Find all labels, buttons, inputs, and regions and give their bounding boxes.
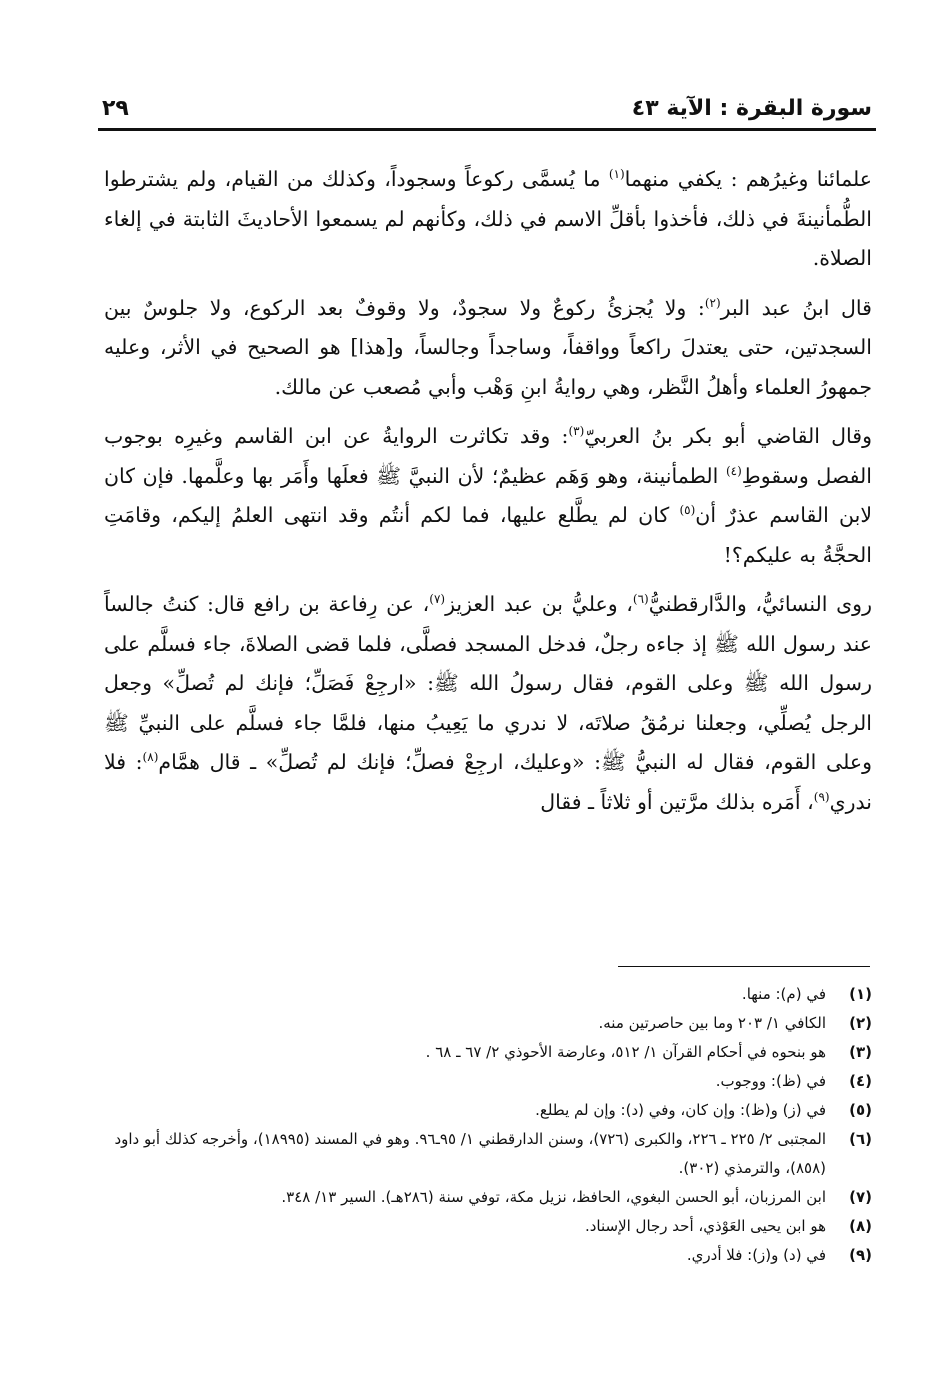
footnote-ref[interactable]: (٧) <box>429 592 446 607</box>
footnote-text: ابن المرزبان، أبو الحسن البغوي، الحافظ، نزيل مكة، توفي سنة (٢٨٦هـ). السير ١٣/ ٣٤٨. <box>281 1188 826 1206</box>
header-title: سورة البقرة : الآية ٤٣ <box>631 96 872 121</box>
footnote-number: (٦) <box>849 1130 872 1148</box>
text-run: ما يُسمَّى ركوعاً وسجوداً، وكذلك من القيام، ولم يشترطوا الطُّمأنينةَ في ذلك، فأخذوا بأقلِّ الاسم في ذلك، وكأنهم لم يسمعوا الأحاديثَ الثابتة في إلغاء الصلاة. <box>104 167 872 270</box>
footnote-ref[interactable]: (٦) <box>632 592 649 607</box>
footnote-number: (٧) <box>849 1188 872 1206</box>
footnote-text: في (ظ): ووجوب. <box>715 1072 826 1090</box>
main-text <box>104 160 872 832</box>
footnote-number: (٩) <box>849 1246 872 1264</box>
footnote-text: المجتبى ٢/ ٢٢٥ ـ ٢٢٦، والكبرى (٧٢٦)، وسنن الدارقطني ١/ ٩٥ـ٩٦. وهو في المسند (١٨٩٩٥)، وأخرجه كذلك أبو داود (٨٥٨)، والترمذي (٣٠٢). <box>114 1130 826 1177</box>
running-header <box>100 94 872 128</box>
footnote <box>100 1241 872 1270</box>
footnote-text: الكافي ١/ ٢٠٣ وما بين حاصرتين منه. <box>598 1014 826 1032</box>
footnote-text: في (ز) و(ظ): وإن كان، وفي (د): وإن لم يطلع. <box>535 1101 826 1119</box>
footnote-number: (١) <box>849 985 872 1003</box>
text-run: : فلا ندري <box>104 750 872 814</box>
footnote-ref[interactable]: (٨) <box>142 750 159 765</box>
footnote-text: في (د) و(ز): فلا أدري. <box>686 1246 826 1264</box>
footnote <box>100 1212 872 1241</box>
footnote <box>100 1067 872 1096</box>
footnote-ref[interactable]: (٤) <box>725 463 742 478</box>
footnote-number: (٨) <box>849 1217 872 1235</box>
header-rule <box>98 128 876 131</box>
paragraph <box>104 289 872 408</box>
footnote-separator <box>618 966 870 967</box>
text-run: : ولا يُجزئُ ركوعٌ ولا سجودٌ، ولا وقوفٌ بعد الركوع، ولا جلوسٌ بين السجدتين، حتى يعتدلَ راكعاً وواقفاً، وساجداً وجالساً، و[هذا] هو الصحيح في الأثر، وعليه جمهورُ العلماء وأهلُ النَّظر، وهي روايةُ ابنِ وَهْب وأبي مُصعب عن مالك. <box>104 295 872 399</box>
footnote-text: هو ابن يحيى العَوْذي، أحد رجال الإسناد. <box>584 1217 826 1235</box>
footnote <box>100 1038 872 1067</box>
footnote <box>100 1125 872 1183</box>
footnotes <box>100 980 872 1270</box>
footnote-text: هو بنحوه في أحكام القرآن ١/ ٥١٢، وعارضة الأحوذي ٢/ ٦٧ ـ ٦٨ . <box>425 1043 826 1061</box>
text-run: كان لم يطَّلع عليها، فما لكم أنتُم وقد انتهى العلمُ إليكم، وقامَتِ الحجَّةُ به عليكم؟! <box>104 503 872 567</box>
paragraph <box>104 417 872 575</box>
paragraph <box>104 160 872 279</box>
text-run: روى النسائيُّ، والدَّارقطنيُّ <box>648 592 872 616</box>
footnote <box>100 1183 872 1212</box>
footnote-number: (٢) <box>849 1014 872 1032</box>
text-run: وقال القاضي أبو بكر بنُ العربيّ <box>584 424 872 448</box>
text-run: الطمأنينة، وهو وَهَم عظيمٌ؛ لأن النبيَّ ﷺ فعلَها وأَمَر بها وعلَّمها. فإن كان لابن القاسم عذرٌ أن <box>104 463 873 527</box>
footnote-ref[interactable]: (٩) <box>813 789 830 804</box>
paragraph <box>104 585 872 822</box>
footnote <box>100 1009 872 1038</box>
footnote <box>100 1096 872 1125</box>
text-run: علمائنا وغيرُهم : يكفي منهما <box>624 167 872 191</box>
footnote-ref[interactable]: (٢) <box>704 295 721 310</box>
footnote-text: في (م): منها. <box>741 985 826 1003</box>
text-run: ، وعليُّ بن عبد العزيز <box>445 592 633 616</box>
footnote-ref[interactable]: (١) <box>608 167 625 182</box>
text-run: قال ابنُ عبد البر <box>720 295 872 320</box>
footnote-ref[interactable]: (٣) <box>568 424 585 439</box>
text-run: ، عن رِفاعة بن رافع قال: كنتُ جالساً عند رسول الله ﷺ إذ جاءه رجلٌ، فدخل المسجد فصلَّى، فلما قضى الصلاةَ، جاء فسلَّم على رسول الله ﷺ وعلى القوم، فقال رسولُ الله ﷺ: «ارجِعْ فَصَلِّ؛ فإنك لم تُصلِّ» وجعل الرجل يُصلِّي، وجعلنا نرمُقُ صلاتَه، لا ندري ما يَعِيبُ منها، فلمَّا جاء فسلَّم على النبيِّ ﷺ وعلى القوم، فقال له النبيُّ ﷺ: «وعليك، ارجِعْ فصلِّ؛ فإنك لم تُصلِّ» ـ قال همَّام <box>104 592 872 774</box>
footnote-number: (٥) <box>849 1101 872 1119</box>
footnote-ref[interactable]: (٥) <box>679 503 696 518</box>
footnote-number: (٤) <box>849 1072 872 1090</box>
footnote-number: (٣) <box>849 1043 872 1061</box>
text-run: : وقد تكاثرت الروايةُ عن ابن القاسم وغيرِه بوجوب الفصل وسقوطِ <box>104 424 872 488</box>
text-run: ، أَمَره بذلك مرَّتين أو ثلاثاً ـ فقال <box>540 789 814 814</box>
footnote <box>100 980 872 1009</box>
page-number: ٢٩ <box>102 96 129 121</box>
